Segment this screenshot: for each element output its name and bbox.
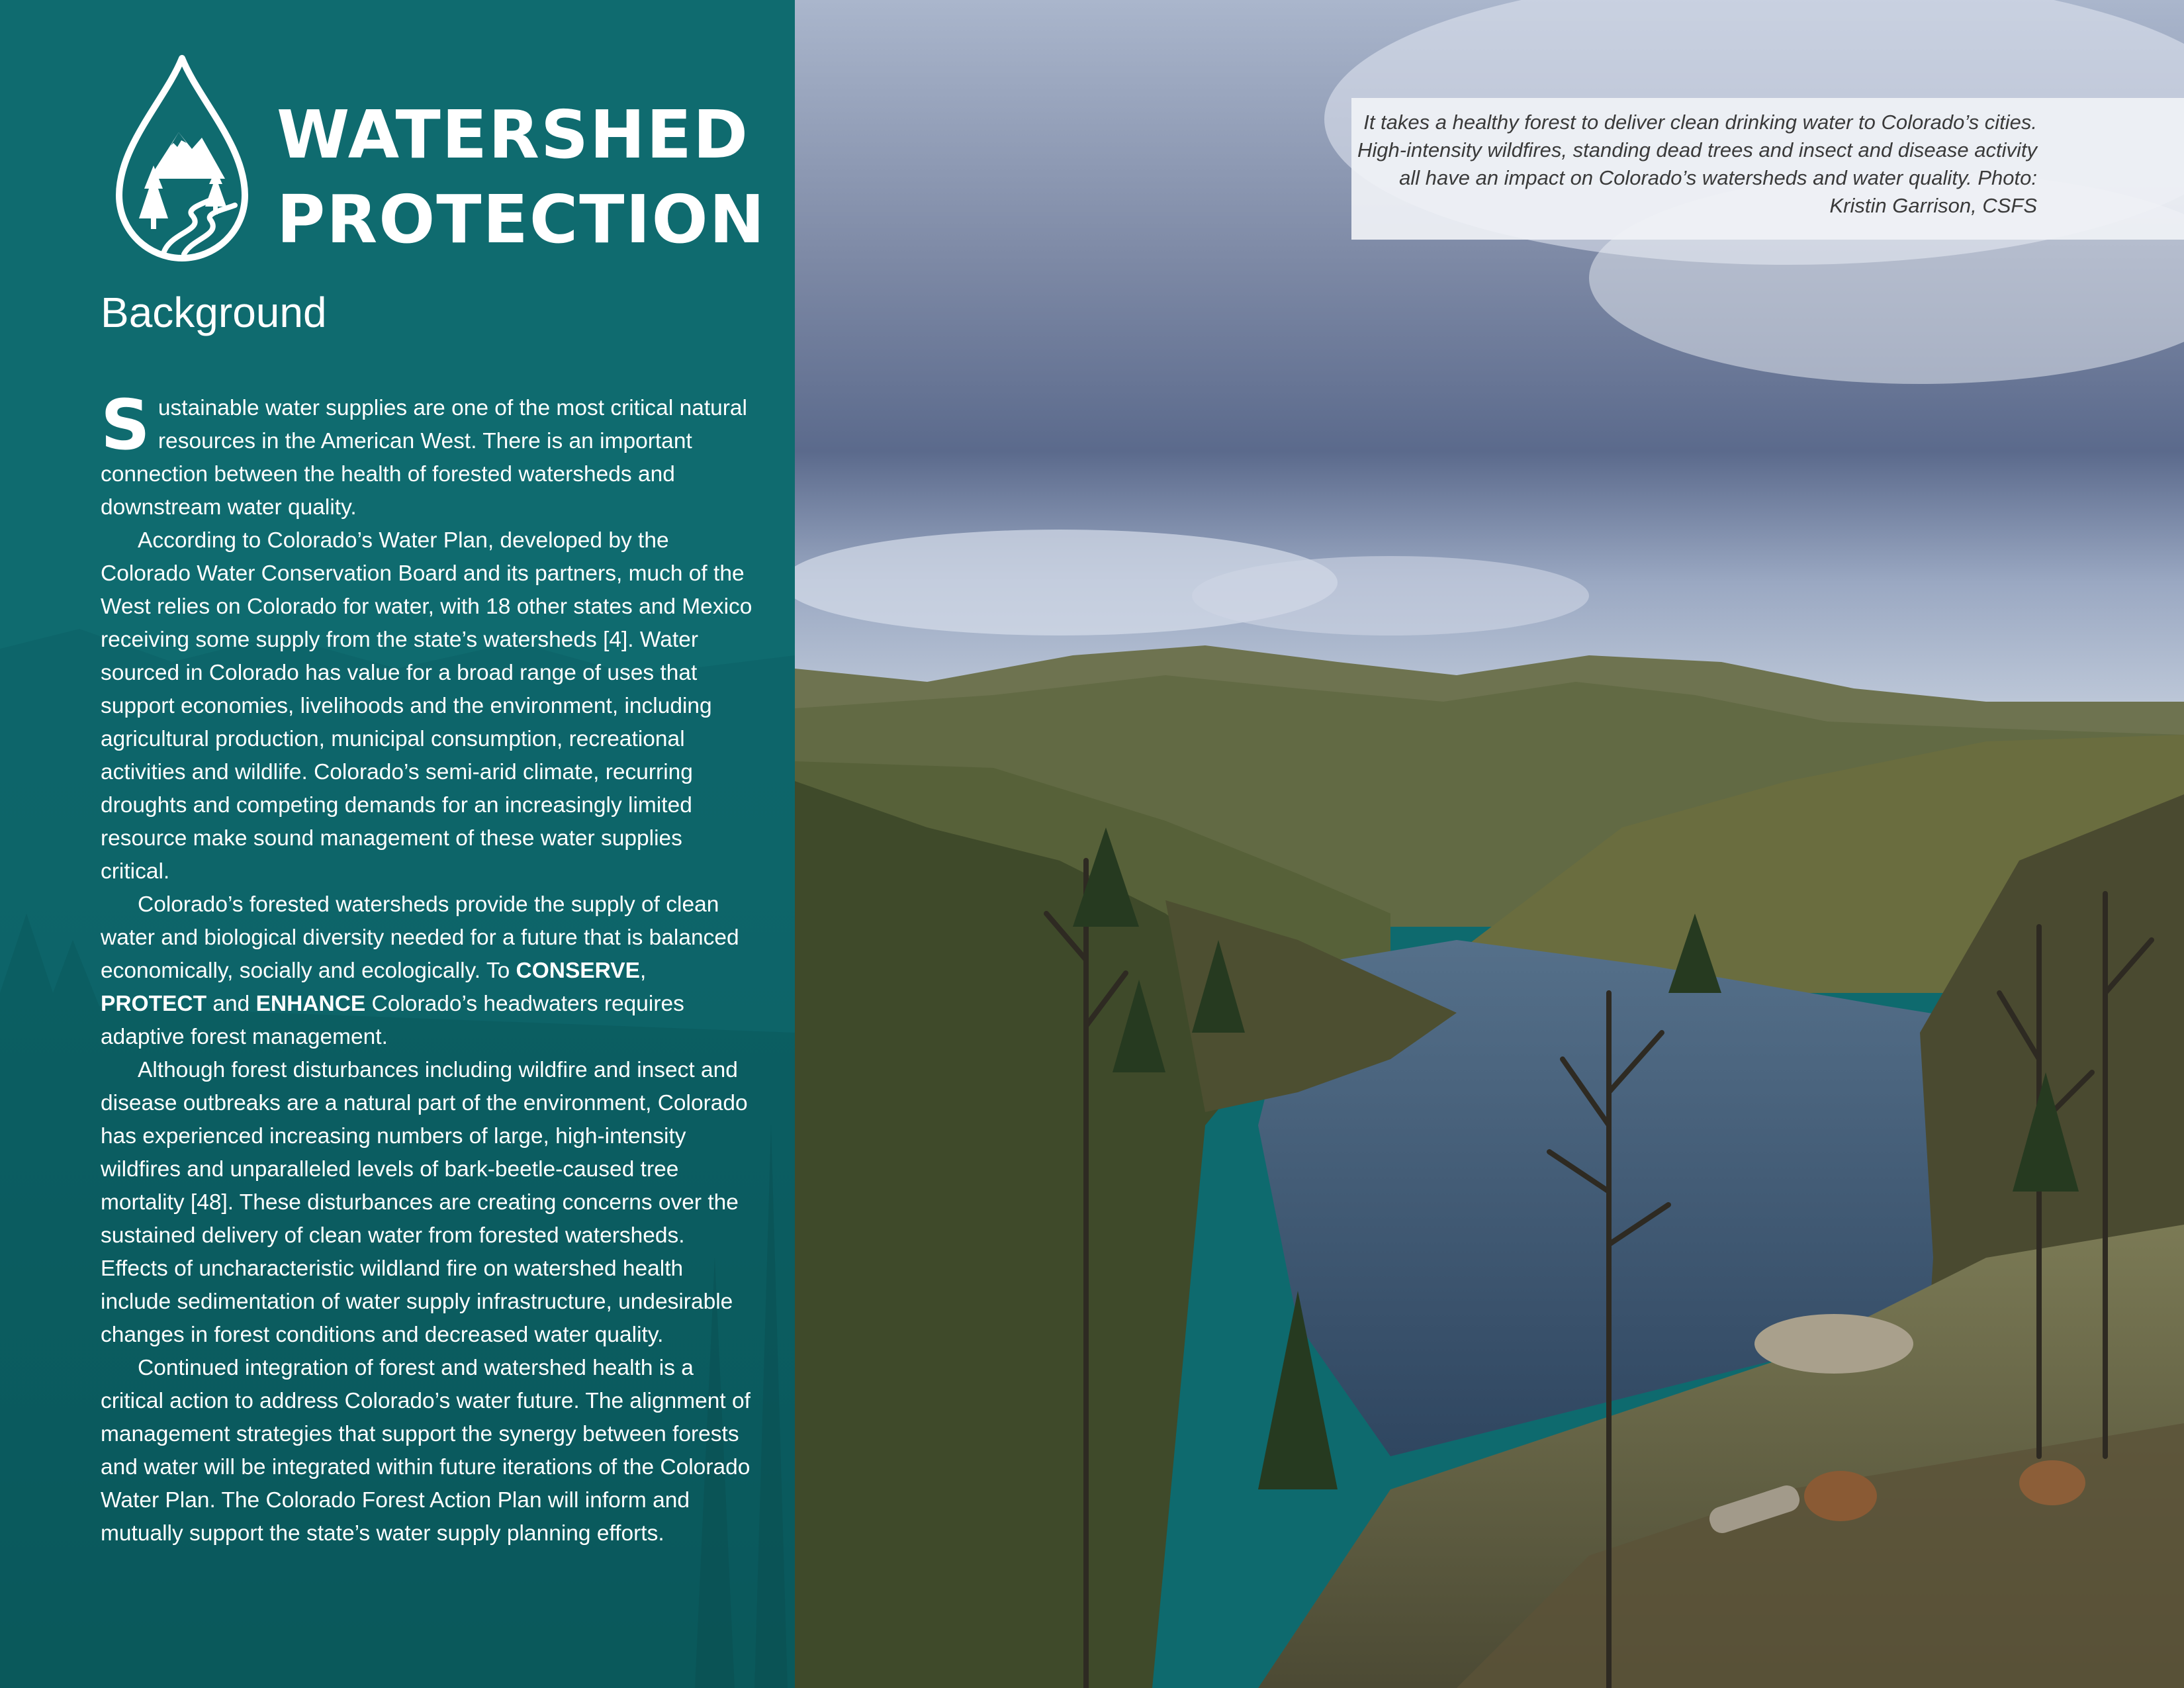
paragraph-4: Although forest disturbances including wildfire and insect and disease outbreaks are a natural part of the environment, Colorado has experienced increasing numbers of large, high-intensity wildfires and unparalleled levels of bark-beetle-caused tree mortality [48]. These disturbances are creating concerns over the sustained delivery of clean water from forested watersheds. Effects of uncharacteristic wildland fire on watershed health include sedimentation of water supply infrastructure, undesirable changes in forest conditions and decreased water quality. <box>101 1058 748 1347</box>
keyword-conserve: CONSERVE <box>516 959 640 983</box>
section-heading: Background <box>101 289 327 336</box>
paragraph-1-text: ustainable water supplies are one of the most critical natural resources in the American West. There is an important connection between the health of forested watersheds and downstream water quality. <box>101 396 747 520</box>
and-text: and <box>206 992 256 1016</box>
caption-text: It takes a healthy forest to deliver clean drinking water to Colorado’s cities. High-intensity wildfires, standing dead trees and insect and disease activity all have an impact on Colorado’s watersheds and water quality. Photo: Kristin Garrison, CSFS <box>1357 111 2037 217</box>
body-text <box>101 385 756 1550</box>
drop-cap: S <box>101 385 150 465</box>
title-line-2: PROTECTION <box>277 181 766 258</box>
left-text-panel <box>0 0 795 1688</box>
keyword-protect: PROTECT <box>101 992 207 1016</box>
paragraph-3-text-b: Colorado’s headwaters requires adaptive forest management. <box>101 992 684 1049</box>
page-title <box>277 93 766 262</box>
keyword-enhance: ENHANCE <box>255 992 366 1016</box>
paragraph-1 <box>101 385 756 524</box>
reservoir-landscape-photo <box>795 0 2184 1688</box>
photo-caption <box>1351 98 2184 240</box>
water-drop-mountain-trees-river-icon <box>113 53 251 265</box>
paragraph-3-text-a: Colorado’s forested watersheds provide the supply of clean water and biological diversity needed for a future that is balanced economically, socially and ecologically. To <box>101 892 739 983</box>
title-line-1: WATERSHED <box>277 96 749 173</box>
paragraph-2: According to Colorado’s Water Plan, developed by the Colorado Water Conservation Board and its partners, much of the West relies on Colorado for water, with 18 other states and Mexico receiving some supply from the state’s watersheds [4]. Water sourced in Colorado has value for a broad range of uses that support economies, livelihoods and the environment, including agricultural production, municipal consumption, recreational activities and wildlife. Colorado’s semi-arid climate, recurring droughts and competing demands for an increasingly limited resource make sound management of these water supplies critical. <box>101 528 752 884</box>
comma: , <box>639 959 647 983</box>
paragraph-3 <box>101 888 756 1054</box>
paragraph-5: Continued integration of forest and watershed health is a critical action to address Colorado’s water future. The alignment of management strategies that support the synergy between forests and water will be integrated within future iterations of the Colorado Water Plan. The Colorado Forest Action Plan will inform and mutually support the state’s water supply planning efforts. <box>101 1356 751 1546</box>
